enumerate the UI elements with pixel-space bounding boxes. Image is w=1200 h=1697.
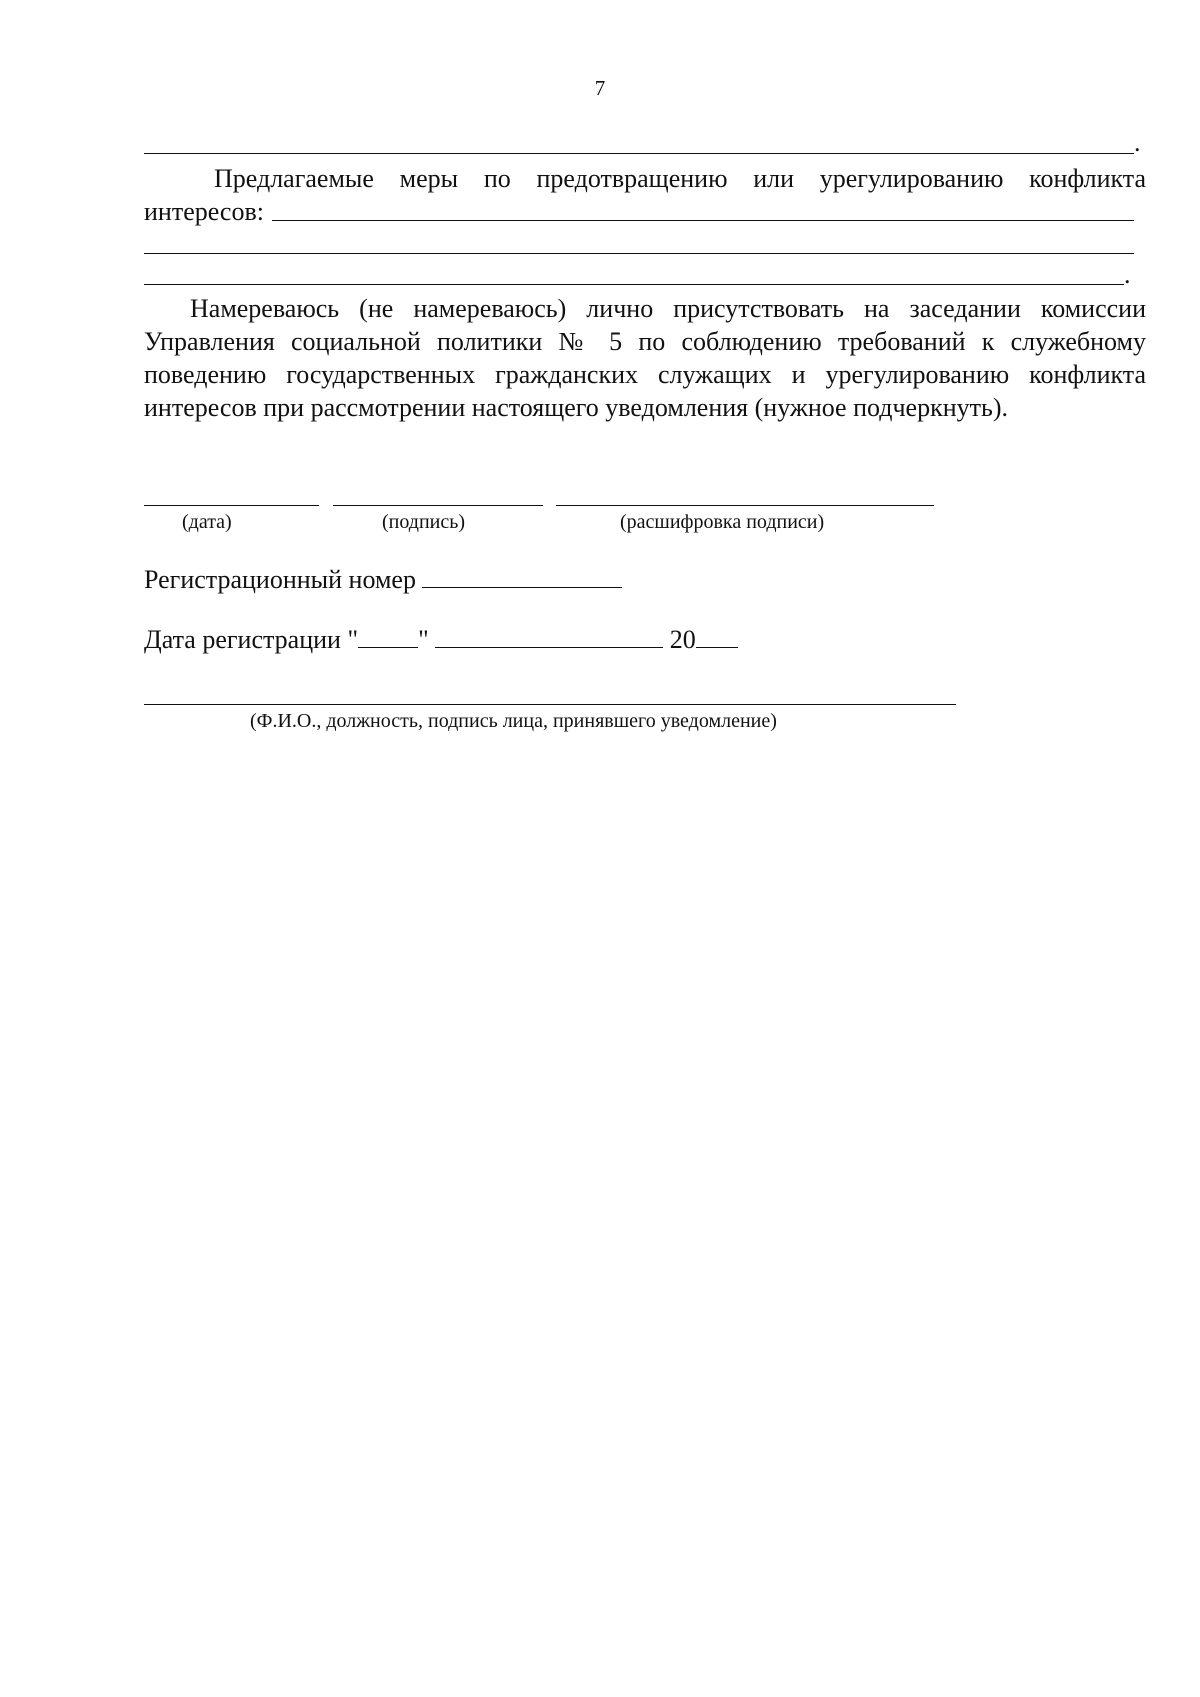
year-prefix: 20 bbox=[669, 625, 696, 654]
measures-input-line-3[interactable] bbox=[144, 284, 1124, 285]
registration-date-label: Дата регистрации bbox=[144, 625, 341, 654]
registration-year-field[interactable] bbox=[696, 623, 738, 648]
measures-input-line-1[interactable] bbox=[272, 220, 1134, 221]
measures-heading-text: Предлагаемые меры по предотвращению или урегулированию конфликта bbox=[214, 164, 1146, 193]
registration-month-field[interactable] bbox=[435, 623, 663, 648]
intent-paragraph-text: Намереваюсь (не намереваюсь) лично присутствовать на заседании комиссии Управления социальной политики № 5 по соблюдению требований к служебному поведению государственных гражданских служащих и урегулированию конфликта интересов при рассмотрении настоящего уведомления (нужное подчеркнуть). bbox=[144, 294, 1146, 422]
registration-number-label: Регистрационный номер bbox=[144, 565, 416, 594]
registration-date-row bbox=[144, 623, 738, 656]
registration-number-field[interactable] bbox=[422, 563, 622, 588]
registration-number-row bbox=[144, 563, 622, 596]
signature-caption: (подпись) bbox=[382, 511, 466, 533]
measures-input-line-2[interactable] bbox=[144, 253, 1134, 254]
receiver-caption: (Ф.И.О., должность, подпись лица, принявшего уведомление) bbox=[250, 710, 777, 732]
continuation-rule-end: . bbox=[1134, 128, 1141, 157]
registration-day-field[interactable] bbox=[358, 623, 418, 648]
date-caption: (дата) bbox=[182, 511, 232, 533]
measures-end-mark: . bbox=[1124, 260, 1131, 289]
signature-line[interactable] bbox=[333, 505, 543, 506]
intent-paragraph bbox=[144, 292, 1146, 424]
measures-first-line bbox=[144, 162, 1146, 195]
signature-decoding-caption: (расшифровка подписи) bbox=[620, 511, 825, 533]
measures-label: интересов: bbox=[144, 197, 264, 226]
page-number: 7 bbox=[594, 76, 606, 100]
signature-decoding-line[interactable] bbox=[556, 505, 934, 506]
date-quote-close: " bbox=[418, 625, 429, 654]
date-signature-line[interactable] bbox=[144, 505, 319, 506]
receiver-signature-line[interactable] bbox=[144, 704, 956, 705]
measures-label-line bbox=[144, 195, 264, 228]
date-quote-open: " bbox=[347, 625, 359, 654]
continuation-rule[interactable] bbox=[144, 153, 1134, 154]
